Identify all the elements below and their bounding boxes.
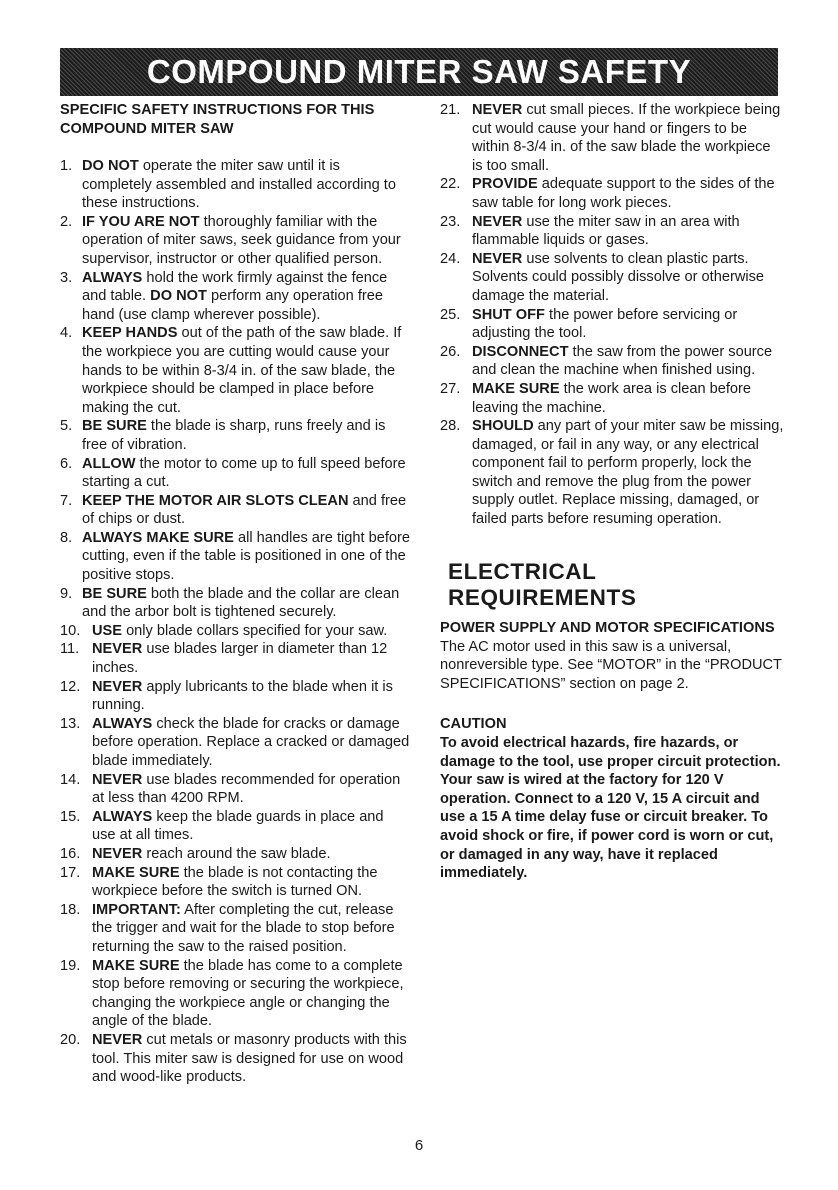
instruction-keyword: ALWAYS (82, 269, 143, 286)
instruction-text: use solvents to clean plastic parts. Solvents could possibly dissolve or otherwise damage the material. (472, 250, 765, 304)
instruction-number: 22. (440, 176, 461, 193)
instruction-item (60, 1031, 410, 1087)
instruction-number: 13. (60, 715, 81, 732)
instruction-item (440, 101, 785, 175)
instruction-item (60, 213, 410, 269)
instruction-item (60, 529, 410, 585)
instruction-keyword: NEVER (472, 102, 523, 118)
instruction-number: 14. (60, 771, 81, 788)
instruction-keyword: SHOULD (472, 418, 534, 435)
caution-title: CAUTION (440, 716, 507, 733)
instruction-text: keep the blade guards in place and use at all times. (92, 808, 384, 844)
instruction-keyword: IMPORTANT: (92, 901, 181, 918)
instruction-text: use blades recommended for operation at less than 4200 RPM. (92, 771, 401, 807)
instruction-text: the blade is not contacting the workpiece before the switch is turned ON. (92, 864, 378, 900)
instruction-number: 9. (60, 585, 73, 602)
instruction-text: use the miter saw in an area with flammable liquids or gases. (472, 213, 740, 249)
instruction-item (60, 808, 410, 845)
instruction-keyword: NEVER (472, 213, 523, 230)
instruction-number: 6. (60, 455, 73, 472)
right-instruction-list (440, 101, 785, 529)
instruction-number: 4. (60, 325, 73, 342)
instruction-number: 19. (60, 957, 81, 974)
instruction-item (440, 306, 785, 343)
instruction-item (60, 864, 410, 901)
instruction-keyword: KEEP HANDS (82, 325, 178, 342)
instruction-item (60, 845, 410, 864)
instruction-text: operate the miter saw until it is completely assembled and installed according to these instructions. (82, 158, 396, 212)
instruction-text: hold the work firmly against the fence and table. (82, 269, 388, 305)
instruction-keyword: PROVIDE (472, 176, 538, 193)
instruction-number: 5. (60, 418, 73, 435)
instruction-number: 3. (60, 269, 73, 286)
instruction-item (60, 622, 410, 641)
instruction-keyword: ALLOW (82, 455, 136, 472)
instruction-item (60, 417, 410, 454)
instruction-item (440, 213, 785, 250)
instruction-keyword: USE (92, 622, 123, 639)
page-title: COMPOUND MITER SAW SAFETY (146, 53, 692, 90)
instruction-text: the blade has come to a complete stop before removing or securing the workpiece, changing the workpiece angle or changing the angle of the blade. (92, 957, 404, 1030)
instruction-number: 27. (440, 380, 461, 397)
instruction-text: check the blade for cracks or damage before operation. Replace a cracked or damaged blade immediately. (92, 715, 410, 769)
instruction-text: any part of your miter saw be missing, damaged, or fail in any way, or any electrical component fail to perform properly, lock the switch and remove the plug from the power supply outlet. Replace missing, damaged, or failed parts before resuming operation. (472, 418, 784, 528)
instruction-item (440, 380, 785, 417)
instruction-item (60, 324, 410, 417)
instruction-keyword: ALWAYS (92, 808, 153, 825)
instruction-number: 1. (60, 158, 73, 174)
instruction-item (440, 175, 785, 212)
instruction-keyword: DISCONNECT (472, 343, 569, 360)
instruction-number: 12. (60, 678, 81, 695)
instruction-keyword: NEVER (472, 250, 523, 267)
instruction-keyword: IF YOU ARE NOT (82, 213, 200, 230)
instruction-text: apply lubricants to the blade when it is running. (92, 678, 393, 714)
instruction-text: both the blade and the collar are clean and the arbor bolt is tightened securely. (82, 585, 400, 621)
instruction-text: the blade is sharp, runs freely and is free of vibration. (82, 418, 386, 453)
instruction-text: out of the path of the saw blade. If the workpiece you are cutting would cause your hands to be within 8-3/4 in. of the saw blade, the workpiece should be clamped in place before making the cut. (82, 325, 402, 416)
instruction-item (440, 343, 785, 380)
instruction-keyword: BE SURE (82, 585, 147, 602)
instruction-item (440, 417, 785, 529)
instruction-keyword: NEVER (92, 1031, 143, 1048)
instruction-keyword: MAKE SURE (472, 380, 560, 397)
instruction-keyword: NEVER (92, 771, 143, 788)
instruction-number: 21. (440, 102, 461, 118)
instruction-keyword: ALWAYS (92, 715, 153, 732)
instruction-item (60, 771, 410, 808)
caution-text: To avoid electrical hazards, fire hazards, or damage to the tool, use proper circuit protection. Your saw is wired at the factory for 120 V operation. Connect to a 120 V, 15 A circuit and use a 15 A time delay fuse or circuit breaker. To avoid shock or fire, if power cord is worn or cut, or damaged in any way, have it replaced immediately. (440, 735, 781, 882)
right-column (440, 101, 785, 883)
instruction-number: 7. (60, 492, 73, 509)
instruction-text: all handles are tight before cutting, even if the table is positioned in one of the positive stops. (82, 529, 410, 584)
page-number: 6 (414, 1137, 424, 1154)
instruction-keyword: DO NOT (82, 158, 139, 174)
safety-instructions-heading: SPECIFIC SAFETY INSTRUCTIONS FOR THIS COMPOUND MITER SAW (60, 102, 375, 137)
instruction-item (60, 585, 410, 622)
left-instruction-list (60, 157, 410, 1087)
instruction-text: cut metals or masonry products with this tool. This miter saw is designed for use on wood and wood-like products. (92, 1031, 407, 1086)
instruction-keyword: KEEP THE MOTOR AIR SLOTS CLEAN (82, 492, 349, 509)
title-banner (60, 48, 778, 96)
instruction-item (60, 715, 410, 771)
instruction-text: the power before servicing or adjusting the tool. (472, 306, 738, 342)
instruction-item (60, 901, 410, 957)
instruction-item (60, 957, 410, 1031)
instruction-number: 28. (440, 418, 461, 435)
instruction-text: and free of chips or dust. (82, 492, 407, 528)
instruction-item (60, 157, 410, 213)
instruction-text: perform any operation free hand (use clamp wherever possible). (82, 288, 383, 323)
instruction-text: adequate support to the sides of the saw table for long work pieces. (472, 176, 775, 211)
instruction-number: 18. (60, 901, 81, 918)
instruction-number: 15. (60, 808, 81, 825)
instruction-number: 17. (60, 864, 81, 881)
instruction-number: 2. (60, 213, 73, 230)
instruction-text: only blade collars specified for your saw. (122, 622, 388, 639)
instruction-number: 8. (60, 529, 73, 546)
instruction-number: 24. (440, 250, 461, 267)
instruction-text: the saw from the power source and clean the machine when finished using. (472, 343, 773, 379)
instruction-item (60, 492, 410, 529)
instruction-keyword: ALWAYS MAKE SURE (82, 529, 234, 546)
instruction-text: cut small pieces. If the workpiece being cut would cause your hand or fingers to be within 8-3/4 in. of the saw blade the workpiece is too small. (472, 102, 781, 174)
instruction-item (60, 269, 410, 325)
instruction-keyword: MAKE SURE (92, 957, 180, 974)
instruction-keyword: BE SURE (82, 418, 147, 435)
instruction-keyword: SHUT OFF (472, 306, 545, 323)
power-supply-text: The AC motor used in this saw is a universal, nonreversible type. See “MOTOR” in the “PRODUCT SPECIFICATIONS” section on page 2. (440, 638, 782, 692)
left-column (60, 101, 410, 1087)
instruction-item (440, 250, 785, 306)
instruction-text: the work area is clean before leaving the machine. (472, 380, 752, 416)
instruction-number: 16. (60, 845, 81, 862)
instruction-keyword: DO NOT (150, 288, 207, 305)
instruction-text: use blades larger in diameter than 12 inches. (92, 641, 388, 677)
instruction-number: 23. (440, 213, 461, 230)
instruction-text: After completing the cut, release the trigger and wait for the blade to stop before returning the saw to the raised position. (92, 901, 395, 955)
instruction-keyword: NEVER (92, 678, 143, 695)
instruction-number: 25. (440, 306, 461, 323)
instruction-text: the motor to come up to full speed before starting a cut. (82, 455, 406, 491)
instruction-keyword: NEVER (92, 845, 143, 862)
instruction-text: reach around the saw blade. (142, 845, 331, 862)
instruction-text: thoroughly familiar with the operation of miter saws, seek guidance from your supervisor, instructor or other qualified person. (82, 213, 401, 267)
instruction-item (60, 455, 410, 492)
instruction-number: 20. (60, 1031, 81, 1048)
instruction-item (60, 640, 410, 677)
instruction-keyword: NEVER (92, 641, 143, 658)
electrical-requirements-title: ELECTRICAL REQUIREMENTS (448, 558, 637, 610)
instruction-number: 10. (60, 622, 81, 639)
power-supply-heading: POWER SUPPLY AND MOTOR SPECIFICATIONS (440, 619, 775, 636)
instruction-number: 26. (440, 343, 461, 360)
instruction-keyword: MAKE SURE (92, 864, 180, 881)
instruction-item (60, 678, 410, 715)
instruction-number: 11. (60, 641, 80, 658)
